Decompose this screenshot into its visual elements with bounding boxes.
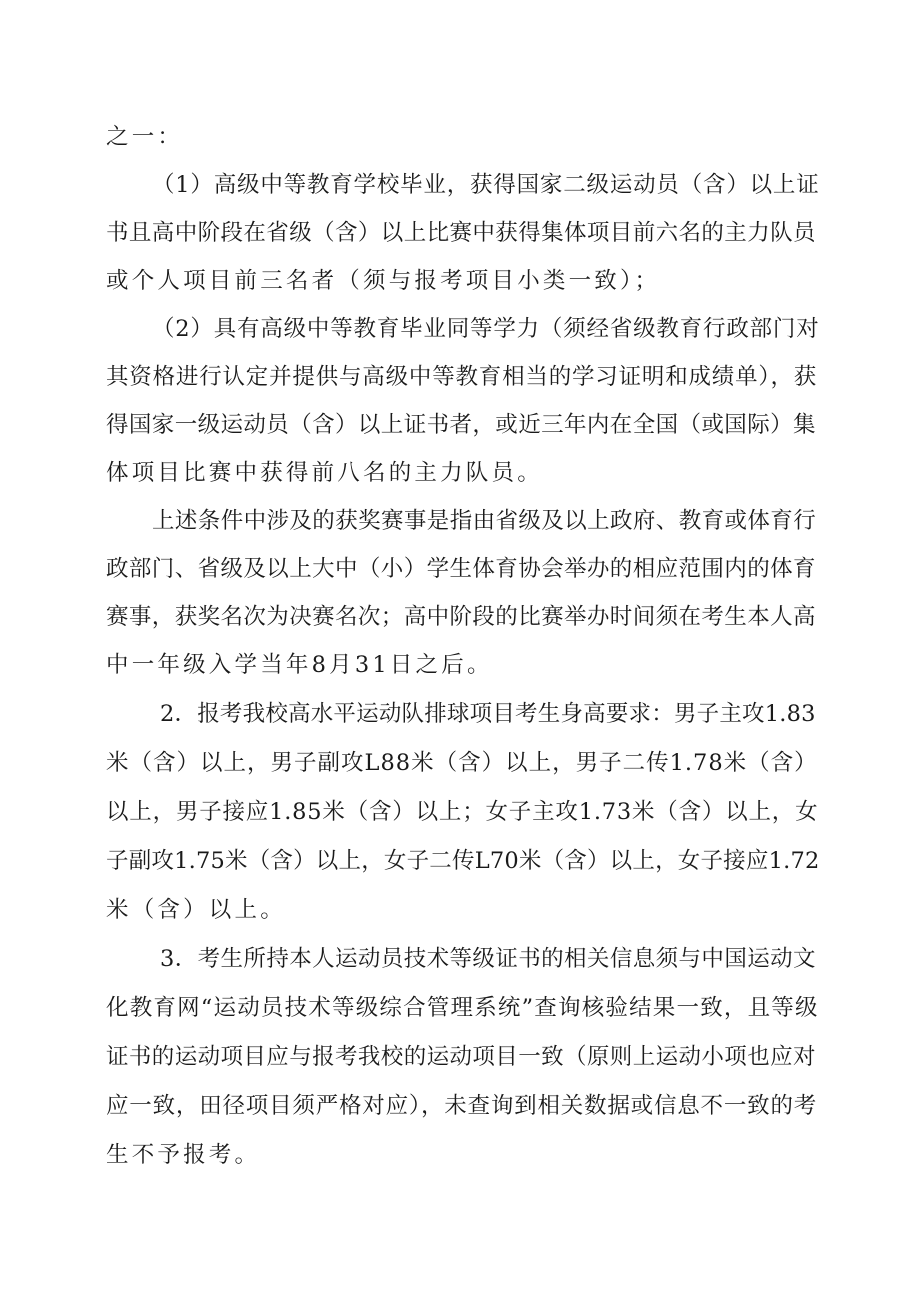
text-line: 政部门、省级及以上大中（小）学生体育协会举办的相应范围内的体育 <box>106 556 816 582</box>
text-line: 体项目比赛中获得前八名的主力队员。 <box>106 460 543 486</box>
text-line: 上述条件中涉及的获奖赛事是指由省级及以上政府、教育或体育行 <box>152 508 817 534</box>
text-line: 得国家一级运动员（含）以上证书者，或近三年内在全国（或国际）集 <box>106 412 816 438</box>
text-line: 米（含）以上，男子副攻L88米（含）以上，男子二传1.78米（含） <box>106 750 818 776</box>
text-line: 赛事，获奖名次为决赛名次；高中阶段的比赛举办时间须在考生本人高 <box>106 604 816 630</box>
text-line: 中一年级入学当年8月31日之后。 <box>106 652 493 678</box>
text-line: （2）具有高级中等教育毕业同等学力（须经省级教育行政部门对 <box>152 316 820 342</box>
text-line: 化教育网“运动员技术等级综合管理系统”查询核验结果一致，且等级 <box>106 995 819 1021</box>
text-line: 之一： <box>106 124 184 150</box>
text-line: 或个人项目前三名者（须与报考项目小类一致）； <box>106 268 661 294</box>
text-line: 子副攻1.75米（含）以上，女子二传L70米（含）以上，女子接应1.72 <box>106 848 820 874</box>
text-line: 其资格进行认定并提供与高级中等教育相当的学习证明和成绩单），获 <box>106 364 818 390</box>
text-line: 米（含）以上。 <box>106 897 286 923</box>
text-line: 以上，男子接应1.85米（含）以上；女子主攻1.73米（含）以上，女 <box>106 799 819 825</box>
text-line: （1）高级中等教育学校毕业，获得国家二级运动员（含）以上证 <box>152 172 820 198</box>
text-line: 3．考生所持本人运动员技术等级证书的相关信息须与中国运动文 <box>160 946 816 972</box>
text-line: 2．报考我校高水平运动队排球项目考生身高要求：男子主攻1.83 <box>160 701 816 727</box>
text-line: 应一致，田径项目须严格对应），未查询到相关数据或信息不一致的考 <box>106 1093 818 1119</box>
text-line: 证书的运动项目应与报考我校的运动项目一致（原则上运动小项也应对 <box>106 1044 816 1070</box>
text-line: 生不予报考。 <box>106 1142 261 1168</box>
text-line: 书且高中阶段在省级（含）以上比赛中获得集体项目前六名的主力队员 <box>106 220 816 246</box>
